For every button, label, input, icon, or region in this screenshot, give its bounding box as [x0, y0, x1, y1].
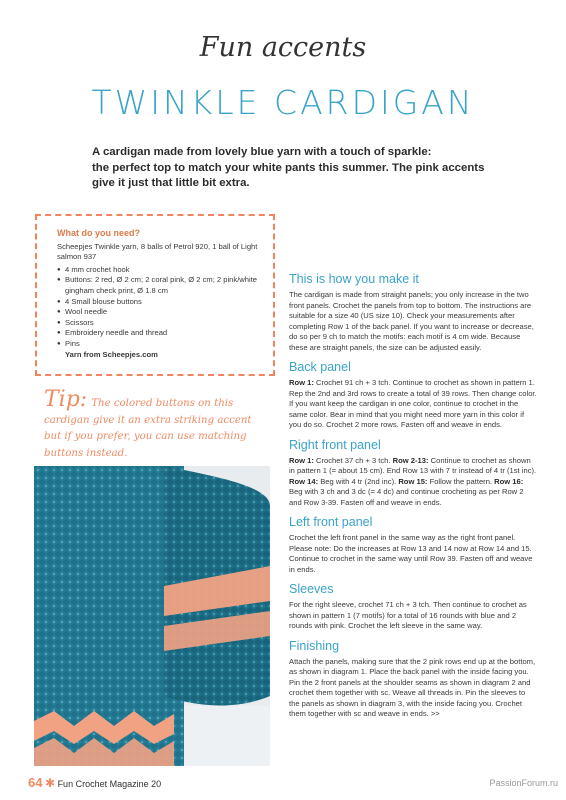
section-body: Attach the panels, making sure that the 2 pink rows end up at the bottom, as shown in diagram 1. Place the back panel with the inside facing you. Pin the 2 front panels at the shoulder seams as shown in diagram 2 and crochet them together with sc. Weave all threads in. Pin the sleeves to the panels as shown in diagram 3, with the inside facing you. Crochet them together with sc and weave in ends. >> — [289, 656, 536, 718]
materials-box — [35, 214, 275, 376]
materials-item: ● Buttons: 2 red, Ø 2 cm; 2 coral pink, Ø 2 cm; 2 pink/white gingham check print, Ø 1.8 cm — [57, 275, 263, 296]
materials-item: ● Wool needle — [57, 307, 263, 318]
tip-callout — [44, 387, 270, 462]
tip-text: The colored buttons on this cardigan give it an extra striking accent but if you prefer, you can use matching buttons instead. — [44, 398, 252, 459]
row-text: Follow the pattern. — [427, 476, 495, 486]
row-label: Row 16: — [494, 476, 524, 486]
row-label: Row 2-13: — [392, 455, 429, 465]
row-label: Row 15: — [398, 476, 428, 486]
intro-text — [92, 145, 502, 192]
instructions-column — [289, 272, 537, 727]
section-body: Crochet the left front panel in the same way as the right front panel. Please note: Do the increases at Row 13 and 14 now at Row 14 and 15. Continue to crochet in the same way until Row 39. Fasten off and weave in ends. — [289, 533, 533, 574]
section-how — [289, 272, 537, 353]
section-heading: Back panel — [289, 360, 351, 374]
row-label: Row 1: — [289, 378, 314, 387]
row-text: Beg with 3 ch and 3 dc (= 4 dc) and continue crocheting as per Row 2 and Row 3-39. Fasten off and weave in ends. — [289, 487, 524, 507]
section-body: The cardigan is made from straight panels; you only increase in the two front panels. Crochet the panels from top to bottom. The instructions are suitable for a size 40 (US size 10). Check your measurements after completing Row 1 of the back panel. If you want to increase or decrease, do so per 9 ch to match the motifs: each motif is 4 cm wide. Because these are straight panels, the size can be adjusted easily. — [289, 290, 534, 352]
section-body — [289, 378, 537, 431]
watermark: PassionForum.ru — [489, 778, 558, 788]
section-sleeves — [289, 582, 537, 632]
intro-line-1: A cardigan made from lovely blue yarn with a touch of sparkle: — [92, 146, 432, 158]
section-heading: Sleeves — [289, 582, 334, 596]
section-back-panel — [289, 360, 537, 431]
cardigan-image — [34, 466, 270, 766]
section-body: For the right sleeve, crochet 71 ch + 3 tch. Then continue to crochet as shown in pattern 1 (7 motifs) for a total of 16 rounds with blue and 2 rounds with pink. Crochet the left sleeve in the same way. — [289, 600, 527, 630]
row-text: Beg with 4 tr (2nd inc). — [318, 476, 399, 486]
section-finishing — [289, 639, 537, 720]
materials-list — [57, 265, 263, 350]
materials-yarn: Scheepjes Twinkle yarn, 8 balls of Petrol 920, 1 ball of Light salmon 937 — [57, 241, 258, 262]
row-label: Row 14: — [289, 476, 319, 486]
page-footer — [28, 775, 161, 790]
page-number: 64 — [28, 775, 43, 790]
row-text: Crochet 37 ch + 3 tch. — [313, 455, 393, 465]
materials-item: ● 4 mm crochet hook — [57, 265, 263, 276]
section-heading: Finishing — [289, 638, 340, 653]
section-right-front — [289, 438, 537, 509]
materials-source: Yarn from Scheepjes.com — [65, 349, 158, 359]
section-body — [289, 456, 537, 509]
materials-item: ● 4 Small blouse buttons — [57, 297, 263, 308]
intro-line-3: give it just that little bit extra. — [92, 177, 250, 189]
section-left-front — [289, 515, 537, 575]
tip-label: Tip: — [44, 387, 88, 412]
cardigan-photo — [34, 466, 270, 766]
section-title: Fun accents — [199, 32, 367, 63]
intro-line-2: the perfect top to match your white pants this summer. The pink accents — [92, 161, 485, 174]
star-icon: ✱ — [44, 776, 56, 790]
section-heading: Right front panel — [289, 437, 381, 452]
materials-item: ● Pins — [57, 339, 263, 350]
row-text: Continue to crochet as shown in pattern 1 (= about 15 cm). End Row 13 with 7 tr instead of 4 tr (1st inc). — [289, 455, 537, 475]
materials-item: ● Embroidery needle and thread — [57, 328, 263, 339]
row-text: Crochet 91 ch + 3 tch. Continue to crochet as shown in pattern 1. Rep the 2nd and 3rd rows to create a total of 39 rows. Then change color. If you want keep the cardigan in one color, continue to crochet in the same color. Bear in mind that you might need more yarn in this color if you do so. Crochet 2 more rows. Fasten off and weave in ends. — [289, 378, 537, 429]
row-label: Row 1: — [289, 455, 314, 465]
magazine-name: Fun Crochet Magazine 20 — [57, 779, 162, 789]
section-heading: Left front panel — [289, 515, 373, 529]
materials-item: ● Scissors — [57, 318, 263, 329]
page-title: TWINKLE CARDIGAN — [91, 83, 475, 122]
section-heading: This is how you make it — [289, 272, 419, 286]
materials-title: What do you need? — [57, 228, 140, 238]
